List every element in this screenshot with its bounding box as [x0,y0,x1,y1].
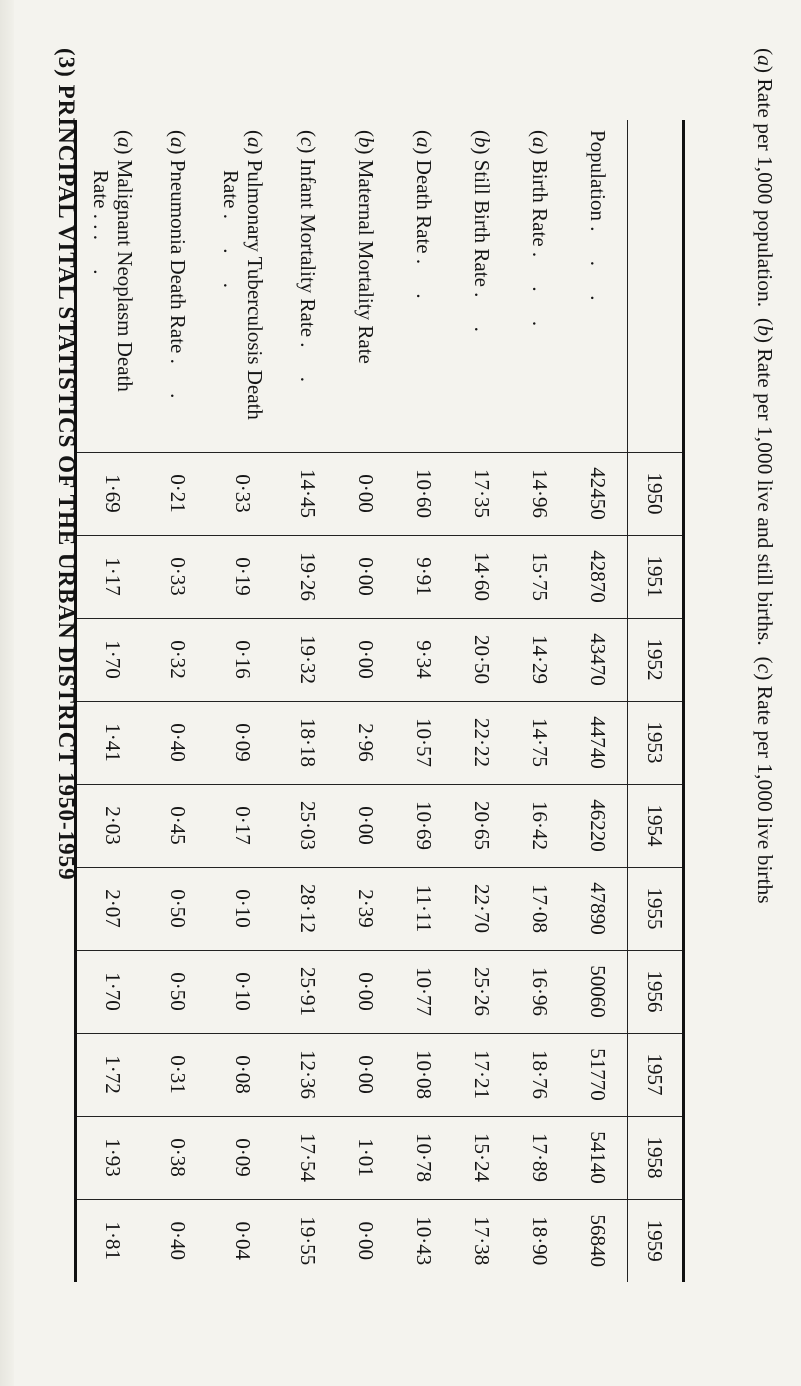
year-header: 1952 [628,618,684,701]
table-cell: 0·33 [207,452,279,535]
table-cell: 2·03 [76,784,150,867]
table-cell: 14·45 [279,452,337,535]
table-cell: 47890 [569,867,628,950]
row-letter: b [470,137,494,148]
footnote-c: ) Rate per 1,000 live births [753,673,777,904]
table-cell: 22·70 [453,867,511,950]
table-cell: 22·22 [453,701,511,784]
table-cell: 1·81 [76,1199,150,1282]
table-cell: 25·03 [279,784,337,867]
table-cell: 18·18 [279,701,337,784]
row-label: (c) Infant Mortality Rate . . [296,130,320,395]
leader-dots: . . [89,234,113,287]
table-cell: 16·42 [511,784,569,867]
table-cell: 0·00 [337,452,395,535]
row-label-text: Population [586,130,610,222]
row-letter: a [528,137,552,148]
table-cell: 0·04 [207,1199,279,1282]
table-cell: 2·07 [76,867,150,950]
table-cell: 17·89 [511,1116,569,1199]
row-label: (a) Birth Rate . . . [528,130,552,339]
table-cell: 14·60 [453,535,511,618]
leader-dots: . . [412,258,436,311]
table-cell: 1·41 [76,701,150,784]
table-cell: 25·26 [453,950,511,1033]
table-cell: 1·70 [76,950,150,1033]
row-label-line2: Rate . . [89,170,113,230]
table-cell: 17·54 [279,1116,337,1199]
table-cell: 16·96 [511,950,569,1033]
table-cell: 0·09 [207,701,279,784]
year-header: 1959 [628,1199,684,1282]
table-cell: 0·40 [149,701,207,784]
row-label-text: ) Birth Rate [528,147,552,247]
row-label-text: ) Infant Mortality Rate [296,146,320,338]
table-cell: 0·19 [207,535,279,618]
table-cell: 56840 [569,1199,628,1282]
row-label-text: ) Pneumonia Death Rate [166,147,190,354]
table-cell: 42870 [569,535,628,618]
table-cell: 44740 [569,701,628,784]
table-cell: 51770 [569,1033,628,1116]
table-cell: 0·21 [149,452,207,535]
table-body [76,120,628,1282]
table-cell: 10·78 [395,1116,453,1199]
table-cell: 28·12 [279,867,337,950]
footnote-a: ) Rate per 1,000 population. [753,65,777,308]
leader-dots: . . [166,358,190,411]
table-cell: 20·50 [453,618,511,701]
row-label: (b) Still Birth Rate . . [470,130,494,344]
table-cell: 11·11 [395,867,453,950]
row-letter: a [412,137,436,148]
table-cell: 0·40 [149,1199,207,1282]
row-label-text: ) Still Birth Rate [470,147,494,287]
row-letter: a [113,137,137,148]
table-cell: 0·50 [149,950,207,1033]
year-header: 1953 [628,701,684,784]
table-cell: 0·00 [337,1033,395,1116]
table-row [207,120,279,1282]
table-cell: 19·55 [279,1199,337,1282]
table-cell: 10·43 [395,1199,453,1282]
table-cell: 10·08 [395,1033,453,1116]
table-row [149,120,207,1282]
year-header: 1957 [628,1033,684,1116]
table-cell: 0·16 [207,618,279,701]
table-cell: 17·21 [453,1033,511,1116]
footnote-letter: c [753,663,777,674]
row-letter: a [166,137,190,148]
table-cell: 18·90 [511,1199,569,1282]
vital-statistics-table [74,120,685,1282]
table-cell: 1·72 [76,1033,150,1116]
row-label: (a) Pulmonary Tuberculosis Death Rate . . . [219,130,267,420]
table-cell: 0·10 [207,867,279,950]
table-row [279,120,337,1282]
table-cell: 10·69 [395,784,453,867]
year-header: 1954 [628,784,684,867]
table-cell: 2·39 [337,867,395,950]
leader-dots: . . [296,342,320,395]
table-cell: 14·96 [511,452,569,535]
table-cell: 0·00 [337,784,395,867]
table-cell: 17·35 [453,452,511,535]
row-label [569,120,628,452]
row-label-text: ) Malignant Neoplasm Death [113,147,137,392]
table-cell: 0·45 [149,784,207,867]
table-row [511,120,569,1282]
leader-dots: . . . [586,226,610,313]
table-cell: 14·75 [511,701,569,784]
table-cell: 10·57 [395,701,453,784]
table-cell: 42450 [569,452,628,535]
year-header: 1951 [628,535,684,618]
table-row [337,120,395,1282]
table-cell: 50060 [569,950,628,1033]
year-header: 1956 [628,950,684,1033]
row-label-text: ) Pulmonary Tuberculosis Death [243,147,267,420]
table-cell: 9·91 [395,535,453,618]
year-header: 1958 [628,1116,684,1199]
table-cell: 0·10 [207,950,279,1033]
year-header: 1950 [628,452,684,535]
table-cell: 54140 [569,1116,628,1199]
table-cell: 2·96 [337,701,395,784]
table-cell: 0·00 [337,618,395,701]
table-cell: 14·29 [511,618,569,701]
table-cell: 19·26 [279,535,337,618]
table-cell: 15·24 [453,1116,511,1199]
table-cell: 17·08 [511,867,569,950]
table-row [453,120,511,1282]
table-cell: 0·50 [149,867,207,950]
table-row [76,120,150,1282]
footnote-letter: b [753,325,777,336]
table-cell: 9·34 [395,618,453,701]
footnote: (a) Rate per 1,000 population. (b) Rate per 1,000 live and still births. (c) Rate per 1,000 live births [753,48,777,904]
leader-dots: . . [470,292,494,344]
table-cell: 1·93 [76,1116,150,1199]
table-cell: 0·00 [337,535,395,618]
table-cell: 43470 [569,618,628,701]
table-cell: 0·38 [149,1116,207,1199]
footnote-b: ) Rate per 1,000 live and still births. [753,335,777,646]
table-cell: 25·91 [279,950,337,1033]
year-header: 1955 [628,867,684,950]
table-row [395,120,453,1282]
table-cell: 10·60 [395,452,453,535]
row-letter: b [354,137,378,148]
table-cell: 18·76 [511,1033,569,1116]
table-cell: 1·01 [337,1116,395,1199]
table-cell: 46220 [569,784,628,867]
table-cell: 0·00 [337,950,395,1033]
table-cell: 19·32 [279,618,337,701]
footnote-letter: a [753,55,777,66]
page-title: (3) PRINCIPAL VITAL STATISTICS OF THE URBAN DISTRICT 1950-1959 [54,48,79,881]
table-cell: 1·69 [76,452,150,535]
leader-dots: . . . [219,213,243,300]
table-cell: 0·17 [207,784,279,867]
table-cell: 20·65 [453,784,511,867]
table-cell: 0·31 [149,1033,207,1116]
table-cell: 17·38 [453,1199,511,1282]
table-cell: 12·36 [279,1033,337,1116]
table-cell: 0·00 [337,1199,395,1282]
header-row [628,120,684,1282]
table-cell: 0·08 [207,1033,279,1116]
table-cell: 10·77 [395,950,453,1033]
table-cell: 15·75 [511,535,569,618]
row-label: (a) Pneumonia Death Rate . . [166,130,190,411]
row-label-text: ) Maternal Mortality Rate [354,147,378,364]
table-cell: 1·17 [76,535,150,618]
table-cell: 0·32 [149,618,207,701]
table-cell: 0·33 [149,535,207,618]
header-blank [628,120,684,452]
row-label: (b) Maternal Mortality Rate [354,130,378,364]
row-label-line2: Rate [219,170,243,209]
table-cell: 0·09 [207,1116,279,1199]
row-label: (a) Malignant Neoplasm Death Rate . . . . [89,130,137,392]
leader-dots: . . . [528,251,552,339]
row-label-text: ) Death Rate [412,147,436,254]
row-letter: a [243,137,267,148]
table-cell: 1·70 [76,618,150,701]
row-label: (a) Death Rate . . [412,130,436,311]
table-row [569,120,628,1282]
row-letter: c [296,137,320,147]
